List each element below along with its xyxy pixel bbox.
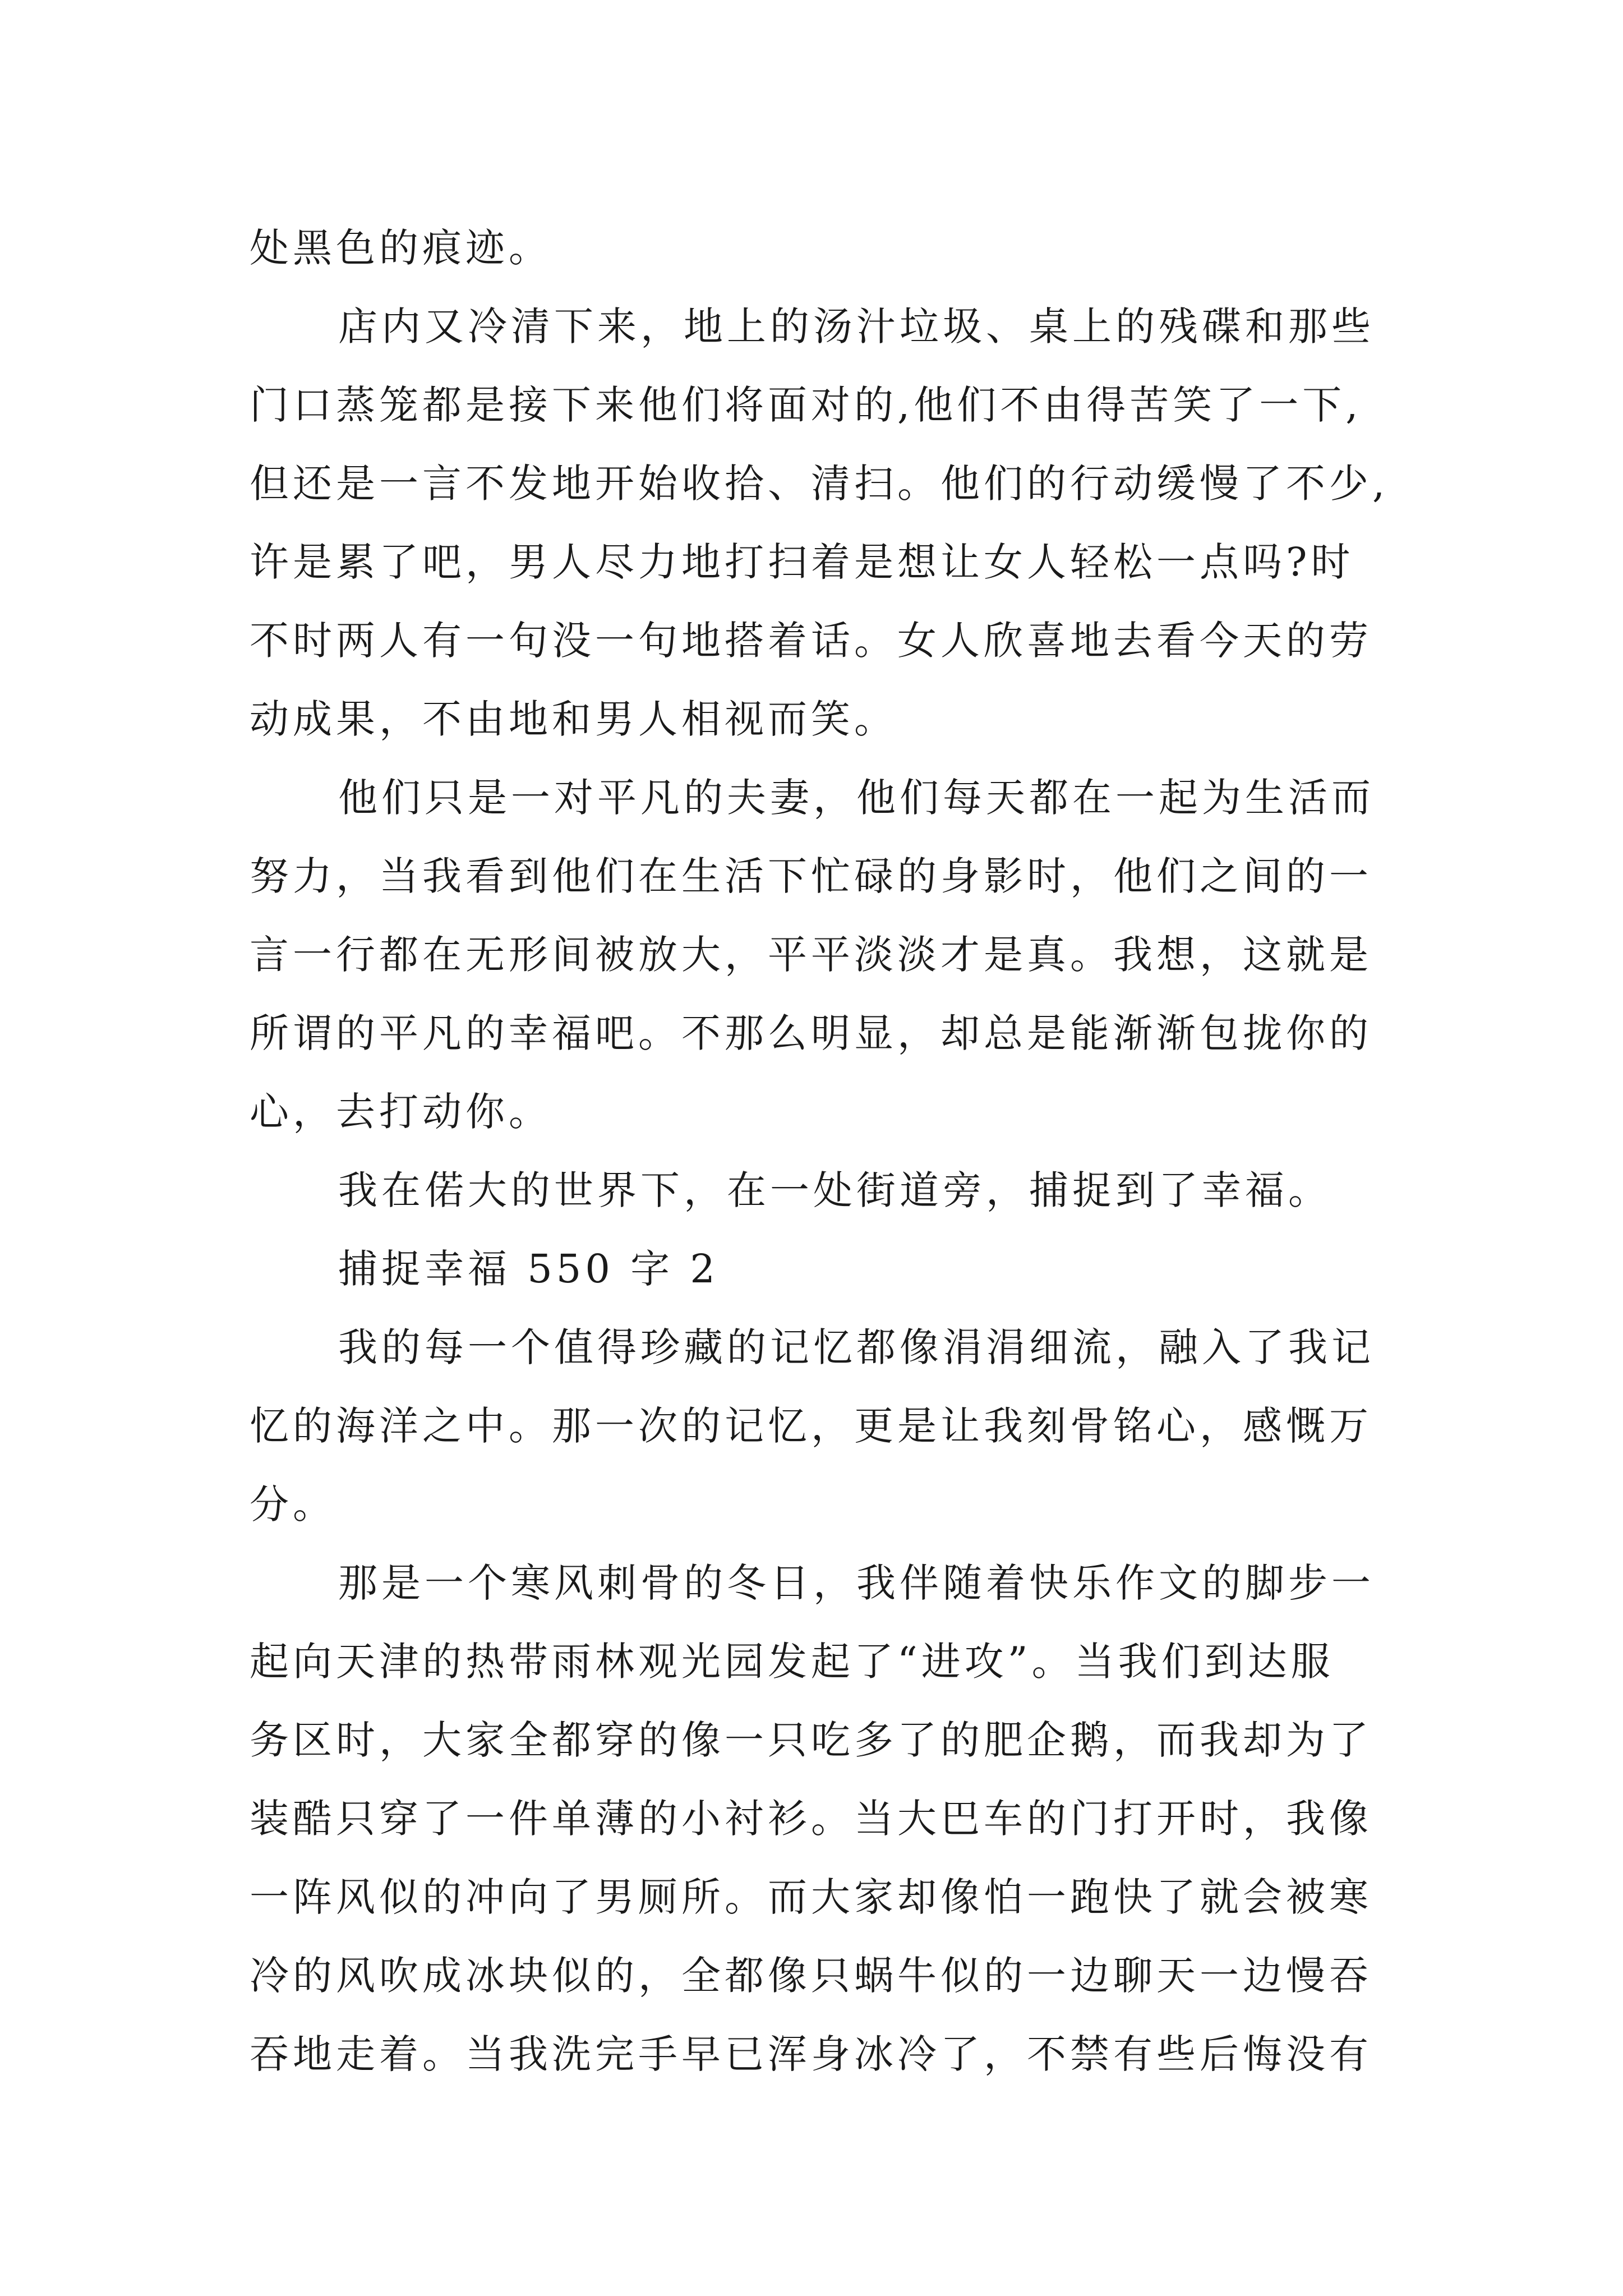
text-line: 一阵风似的冲向了男厕所。而大家却像怕一跑快了就会被寒 [250,1874,1372,1920]
text-line: 不时两人有一句没一句地搭着话。女人欣喜地去看今天的劳 [250,618,1372,664]
text-line: 言一行都在无形间被放大，平平淡淡才是真。我想，这就是 [250,932,1372,978]
text-line: 务区时，大家全都穿的像一只吃多了的肥企鹅，而我却为了 [250,1717,1372,1763]
paragraph-start-line: 他们只是一对平凡的夫妻，他们每天都在一起为生活而 [338,775,1375,821]
text-line: 门口蒸笼都是接下来他们将面对的,他们不由得苦笑了一下, [250,382,1362,428]
text-line: 心，去打动你。 [250,1089,552,1135]
text-line: 分。 [250,1481,336,1527]
section-heading: 捕捉幸福 550 字 2 [338,1246,719,1292]
text-line: 所谓的平凡的幸福吧。不那么明显，却总是能渐渐包拢你的 [250,1010,1372,1056]
text-line: 装酷只穿了一件单薄的小衬衫。当大巴车的门打开时，我像 [250,1796,1372,1842]
paragraph-start-line: 我的每一个值得珍藏的记忆都像涓涓细流，融入了我记 [338,1324,1375,1370]
text-line: 吞地走着。当我洗完手早已浑身冰冷了，不禁有些后悔没有 [250,2031,1372,2077]
paragraph-start-line: 店内又冷清下来，地上的汤汁垃圾、桌上的残碟和那些 [338,303,1375,349]
text-line: 但还是一言不发地开始收拾、清扫。他们的行动缓慢了不少, [250,461,1389,507]
text-line: 忆的海洋之中。那一次的记忆，更是让我刻骨铭心，感慨万 [250,1403,1372,1449]
text-line: 许是累了吧，男人尽力地打扫着是想让女人轻松一点吗?时 [250,539,1354,585]
body-text [250,209,1388,2093]
text-line: 努力，当我看到他们在生活下忙碌的身影时，他们之间的一 [250,853,1372,899]
text-line: 动成果，不由地和男人相视而笑。 [250,696,897,742]
text-line: 处黑色的痕迹。 [250,225,552,271]
paragraph-start-line: 我在偌大的世界下，在一处街道旁，捕捉到了幸福。 [338,1167,1331,1213]
paragraph-start-line: 那是一个寒风刺骨的冬日，我伴随着快乐作文的脚步一 [338,1560,1375,1606]
text-line: 冷的风吹成冰块似的，全都像只蜗牛似的一边聊天一边慢吞 [250,1953,1372,1999]
text-line: 起向天津的热带雨林观光园发起了“进攻”。当我们到达服 [250,1639,1334,1685]
